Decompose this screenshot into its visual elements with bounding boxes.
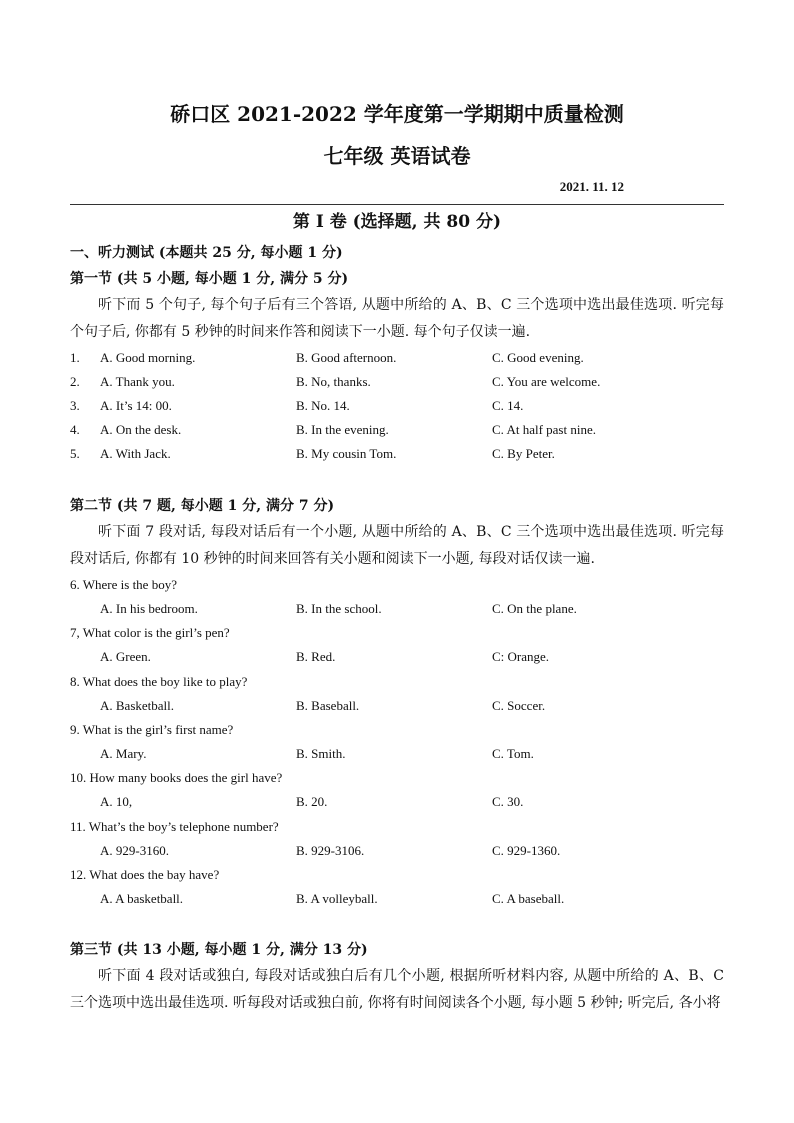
options-row — [70, 891, 730, 911]
option-b: B. Smith. — [296, 746, 346, 761]
question-text: 11. What’s the boy’s telephone number? — [70, 819, 279, 834]
exam-subtitle: 七年级 英语试卷 — [323, 144, 471, 168]
option-b: B. A volleyball. — [296, 891, 378, 906]
options-row — [70, 746, 730, 766]
option-b: B. In the school. — [296, 601, 382, 616]
option-c: C. A baseball. — [492, 891, 565, 906]
listening-heading: 一、听力测试 (本题共 25 分, 每小题 1 分) — [70, 245, 343, 261]
options-row — [70, 843, 730, 863]
list-item — [70, 446, 730, 468]
section3-instructions: 听下面 4 段对话或独白, 每段对话或独白后有几个小题, 根据所听材料内容, 从题中所给的 A、B、C 三个选项中选出最佳选项. 听每段对话或独白前, 你将有时间阅读各个小题, 每小题 5 秒钟; 听完后, 各小将 — [70, 968, 724, 1011]
option-c: C. 30. — [492, 794, 524, 809]
option-a: A. Good morning. — [100, 350, 196, 365]
option-b: B. In the evening. — [296, 422, 389, 437]
options-row — [70, 649, 730, 669]
question-text: 6. Where is the boy? — [70, 577, 177, 592]
question-text: 10. How many books does the girl have? — [70, 770, 283, 785]
option-b: B. Red. — [296, 649, 336, 664]
question-text: 12. What does the bay have? — [70, 867, 220, 882]
list-item — [70, 398, 730, 420]
option-b: B. 929-3106. — [296, 843, 365, 858]
option-a: A. A basketball. — [100, 891, 184, 906]
option-c: C: Orange. — [492, 649, 550, 664]
option-a: A. Mary. — [100, 746, 147, 761]
question-text: 9. What is the girl’s first name? — [70, 722, 234, 737]
list-item — [70, 350, 730, 372]
section2-heading: 第二节 (共 7 题, 每小题 1 分, 满分 7 分) — [70, 498, 335, 514]
option-a: A. In his bedroom. — [100, 601, 198, 616]
option-b: B. Good afternoon. — [296, 350, 397, 365]
option-a: A. Green. — [100, 649, 151, 664]
option-b: B. Baseball. — [296, 698, 360, 713]
option-a: A. 929-3160. — [100, 843, 169, 858]
option-a: A. With Jack. — [100, 446, 171, 461]
option-c: C. Good evening. — [492, 350, 584, 365]
option-c: C. You are welcome. — [492, 374, 601, 389]
option-b: B. No, thanks. — [296, 374, 371, 389]
option-c: C. By Peter. — [492, 446, 555, 461]
header-divider — [70, 204, 724, 205]
section1-instructions: 听下而 5 个句子, 每个句子后有三个答语, 从题中所给的 A、B、C 三个选项中选出最佳选项. 听完每个句子后, 你都有 5 秒钟的时间来作答和阅读下一小题. 每个句子仅读一遍. — [70, 297, 724, 340]
item-number: 5. — [70, 446, 80, 461]
option-b: B. 20. — [296, 794, 328, 809]
option-b: B. No. 14. — [296, 398, 350, 413]
list-item — [70, 422, 730, 444]
part-title: 第 I 卷 (选择题, 共 80 分) — [292, 212, 502, 232]
section1-heading: 第一节 (共 5 小题, 每小题 1 分, 满分 5 分) — [70, 271, 349, 287]
option-a: A. On the desk. — [100, 422, 182, 437]
section3-heading: 第三节 (共 13 小题, 每小题 1 分, 满分 13 分) — [70, 942, 368, 958]
option-c: C. Tom. — [492, 746, 534, 761]
exam-date: 2021. 11. 12 — [559, 179, 624, 194]
option-a: A. Basketball. — [100, 698, 175, 713]
option-a: A. 10, — [100, 794, 133, 809]
item-number: 4. — [70, 422, 80, 437]
question-text: 8. What does the boy like to play? — [70, 674, 248, 689]
options-row — [70, 794, 730, 814]
option-c: C. At half past nine. — [492, 422, 596, 437]
section2-instructions: 听下面 7 段对话, 每段对话后有一个小题, 从题中所给的 A、B、C 三个选项中选出最佳选项. 听完每段对话后, 你都有 10 秒钟的时间来回答有关小题和阅读下一小题, 每段对话仅读一遍. — [70, 524, 724, 567]
option-a: A. It’s 14: 00. — [100, 398, 172, 413]
options-row — [70, 601, 730, 621]
option-c: C. 14. — [492, 398, 524, 413]
options-row — [70, 698, 730, 718]
option-b: B. My cousin Tom. — [296, 446, 397, 461]
item-number: 2. — [70, 374, 80, 389]
item-number: 3. — [70, 398, 80, 413]
option-c: C. On the plane. — [492, 601, 577, 616]
list-item — [70, 374, 730, 396]
option-c: C. Soccer. — [492, 698, 546, 713]
option-a: A. Thank you. — [100, 374, 175, 389]
exam-title: 硚口区 2021-2022 学年度第一学期期中质量检测 — [170, 102, 624, 126]
option-c: C. 929-1360. — [492, 843, 561, 858]
question-text: 7, What color is the girl’s pen? — [70, 625, 230, 640]
item-number: 1. — [70, 350, 80, 365]
